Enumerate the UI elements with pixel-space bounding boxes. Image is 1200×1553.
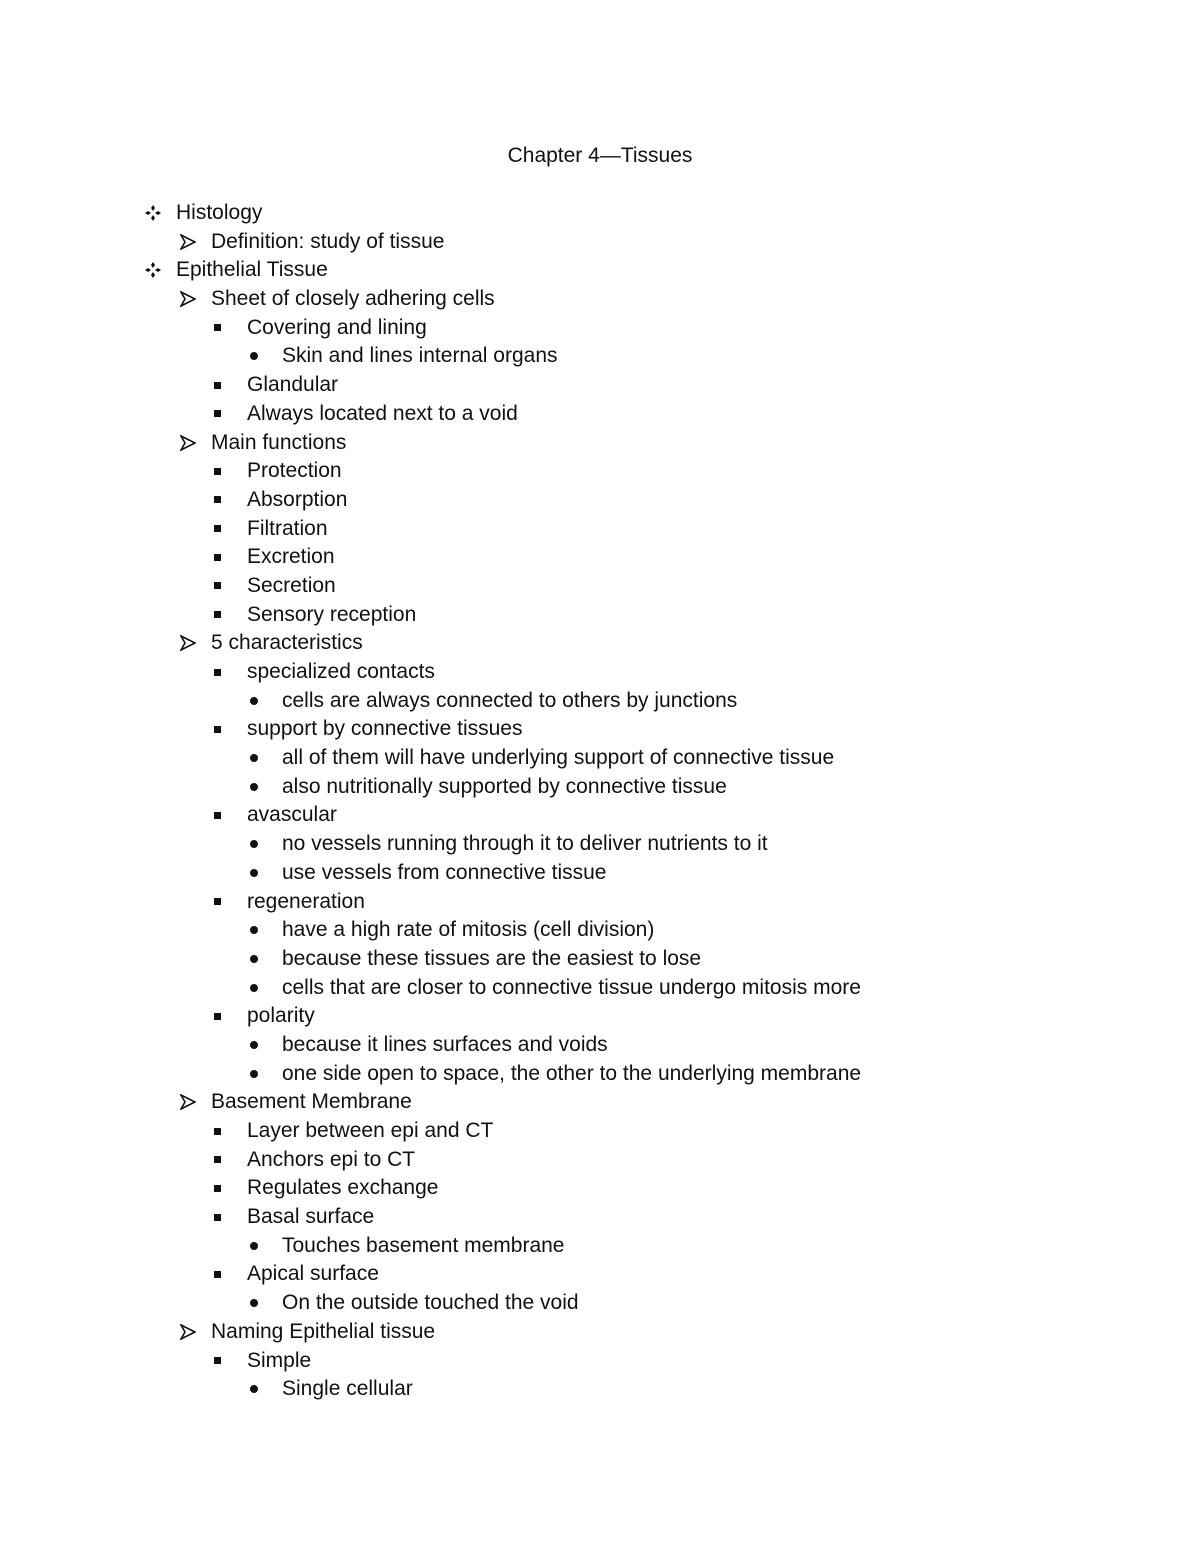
outline-item-level-3: [0, 543, 1200, 572]
outline-item-text: Layer between epi and CT: [247, 1119, 494, 1142]
round-bullet-icon: [243, 773, 265, 801]
four-diamond-bullet-icon: [142, 199, 164, 227]
outline-item-text: have a high rate of mitosis (cell division): [282, 918, 655, 942]
outline-item-text: avascular: [247, 803, 337, 827]
outline-item-text: all of them will have underlying support of connective tissue: [282, 746, 835, 770]
outline-item-level-4: [0, 773, 1200, 802]
round-bullet-icon: [243, 1375, 265, 1403]
outline-item-level-3: [0, 400, 1200, 429]
outline-item-level-3: [0, 1174, 1200, 1203]
arrowhead-bullet-icon: [177, 629, 199, 657]
outline-item-level-2: [0, 429, 1200, 458]
outline-item-text: Apical surface: [247, 1262, 379, 1286]
outline-item-level-1: [0, 199, 1200, 228]
outline-item-level-4: [0, 1289, 1200, 1318]
outline-item-level-4: [0, 916, 1200, 945]
outline-item-text: regeneration: [247, 889, 365, 913]
outline-item-level-2: [0, 285, 1200, 314]
outline-item-level-4: [0, 830, 1200, 859]
round-bullet-icon: [243, 744, 265, 772]
outline-item-level-3: [0, 1203, 1200, 1232]
outline-item-level-3: [0, 1002, 1200, 1031]
outline-item-text: use vessels from connective tissue: [282, 860, 607, 884]
outline-item-text: Skin and lines internal organs: [282, 344, 558, 368]
outline-item-text: Single cellular: [282, 1377, 413, 1401]
outline-item-level-3: [0, 486, 1200, 515]
four-diamond-bullet-icon: [142, 256, 164, 284]
outline-item-level-3: [0, 658, 1200, 687]
outline-item-level-4: [0, 945, 1200, 974]
outline-item-text: no vessels running through it to deliver nutrients to it: [282, 832, 768, 856]
square-bullet-icon: [206, 486, 228, 514]
outline-item-level-4: [0, 342, 1200, 371]
outline-item-level-3: [0, 1117, 1200, 1146]
outline-item-text: Regulates exchange: [247, 1176, 439, 1200]
square-bullet-icon: [206, 457, 228, 485]
outline-item-text: Sensory reception: [247, 602, 417, 626]
outline-item-text: Histology: [176, 201, 263, 224]
round-bullet-icon: [243, 1232, 265, 1260]
outline-item-level-3: [0, 1347, 1200, 1376]
square-bullet-icon: [206, 888, 228, 916]
outline-item-text: Main functions: [211, 430, 347, 454]
round-bullet-icon: [243, 974, 265, 1002]
round-bullet-icon: [243, 1031, 265, 1059]
outline-item-text: Excretion: [247, 545, 335, 569]
outline-item-text: because these tissues are the easiest to lose: [282, 946, 702, 970]
outline-item-text: Sheet of closely adhering cells: [211, 287, 495, 311]
outline-item-text: support by connective tissues: [247, 717, 523, 741]
outline-item-level-1: [0, 256, 1200, 285]
square-bullet-icon: [206, 314, 228, 342]
page-title: Chapter 4—Tissues: [507, 144, 693, 167]
outline-item-text: Naming Epithelial tissue: [211, 1319, 436, 1343]
outline-item-text: one side open to space, the other to the underlying membrane: [282, 1061, 862, 1085]
outline-item-text: Always located next to a void: [247, 401, 518, 425]
arrowhead-bullet-icon: [177, 1088, 199, 1116]
square-bullet-icon: [206, 400, 228, 428]
square-bullet-icon: [206, 1203, 228, 1231]
outline-item-level-3: [0, 1260, 1200, 1289]
outline-item-level-4: [0, 1060, 1200, 1089]
square-bullet-icon: [206, 801, 228, 829]
outline-item-level-3: [0, 801, 1200, 830]
round-bullet-icon: [243, 916, 265, 944]
square-bullet-icon: [206, 572, 228, 600]
outline-item-level-3: [0, 515, 1200, 544]
outline-item-text: Basement Membrane: [211, 1090, 412, 1114]
outline-item-text: Glandular: [247, 373, 339, 397]
outline-item-text: Protection: [247, 459, 342, 483]
outline-item-level-4: [0, 1375, 1200, 1404]
outline-item-level-3: [0, 888, 1200, 917]
outline-item-text: cells that are closer to connective tissue undergo mitosis more: [282, 975, 861, 999]
round-bullet-icon: [243, 1060, 265, 1088]
square-bullet-icon: [206, 371, 228, 399]
outline-item-text: Basal surface: [247, 1205, 375, 1229]
square-bullet-icon: [206, 715, 228, 743]
outline-item-level-4: [0, 687, 1200, 716]
outline-item-level-3: [0, 371, 1200, 400]
square-bullet-icon: [206, 1146, 228, 1174]
outline-item-level-3: [0, 314, 1200, 343]
square-bullet-icon: [206, 1260, 228, 1288]
outline-item-level-4: [0, 744, 1200, 773]
square-bullet-icon: [206, 543, 228, 571]
square-bullet-icon: [206, 1347, 228, 1375]
outline-item-text: Anchors epi to CT: [247, 1147, 416, 1171]
outline-item-text: Epithelial Tissue: [176, 258, 328, 282]
outline-item-level-2: [0, 629, 1200, 658]
outline-item-level-3: [0, 457, 1200, 486]
outline-item-level-3: [0, 572, 1200, 601]
arrowhead-bullet-icon: [177, 429, 199, 457]
round-bullet-icon: [243, 687, 265, 715]
outline-item-text: specialized contacts: [247, 660, 435, 683]
outline-item-level-3: [0, 715, 1200, 744]
outline-item-level-2: [0, 1318, 1200, 1347]
square-bullet-icon: [206, 515, 228, 543]
square-bullet-icon: [206, 1174, 228, 1202]
round-bullet-icon: [243, 1289, 265, 1317]
outline-item-text: 5 characteristics: [211, 631, 363, 655]
square-bullet-icon: [206, 1117, 228, 1145]
outline-item-level-4: [0, 1232, 1200, 1261]
outline-item-text: polarity: [247, 1004, 315, 1028]
outline-item-text: because it lines surfaces and voids: [282, 1032, 608, 1056]
outline-item-level-2: [0, 228, 1200, 257]
outline-item-text: On the outside touched the void: [282, 1291, 579, 1315]
outline-item-level-3: [0, 1146, 1200, 1175]
outline-item-text: cells are always connected to others by junctions: [282, 688, 738, 712]
outline-item-level-4: [0, 1031, 1200, 1060]
outline-item-text: Covering and lining: [247, 315, 427, 339]
round-bullet-icon: [243, 342, 265, 370]
outline-item-text: Touches basement membrane: [282, 1233, 565, 1257]
arrowhead-bullet-icon: [177, 285, 199, 313]
outline-item-text: Absorption: [247, 487, 348, 511]
round-bullet-icon: [243, 830, 265, 858]
outline-item-text: Definition: study of tissue: [211, 229, 445, 253]
outline-item-text: Secretion: [247, 573, 336, 597]
outline-list: [0, 199, 1200, 1404]
outline-item-level-2: [0, 1088, 1200, 1117]
outline-item-text: Simple: [247, 1348, 312, 1372]
outline-item-level-3: [0, 601, 1200, 630]
arrowhead-bullet-icon: [177, 228, 199, 256]
arrowhead-bullet-icon: [177, 1318, 199, 1346]
round-bullet-icon: [243, 859, 265, 887]
round-bullet-icon: [243, 945, 265, 973]
outline-item-level-4: [0, 974, 1200, 1003]
square-bullet-icon: [206, 601, 228, 629]
outline-item-text: Filtration: [247, 516, 328, 540]
square-bullet-icon: [206, 1002, 228, 1030]
outline-item-text: also nutritionally supported by connective tissue: [282, 774, 727, 798]
outline-item-level-4: [0, 859, 1200, 888]
square-bullet-icon: [206, 658, 228, 686]
